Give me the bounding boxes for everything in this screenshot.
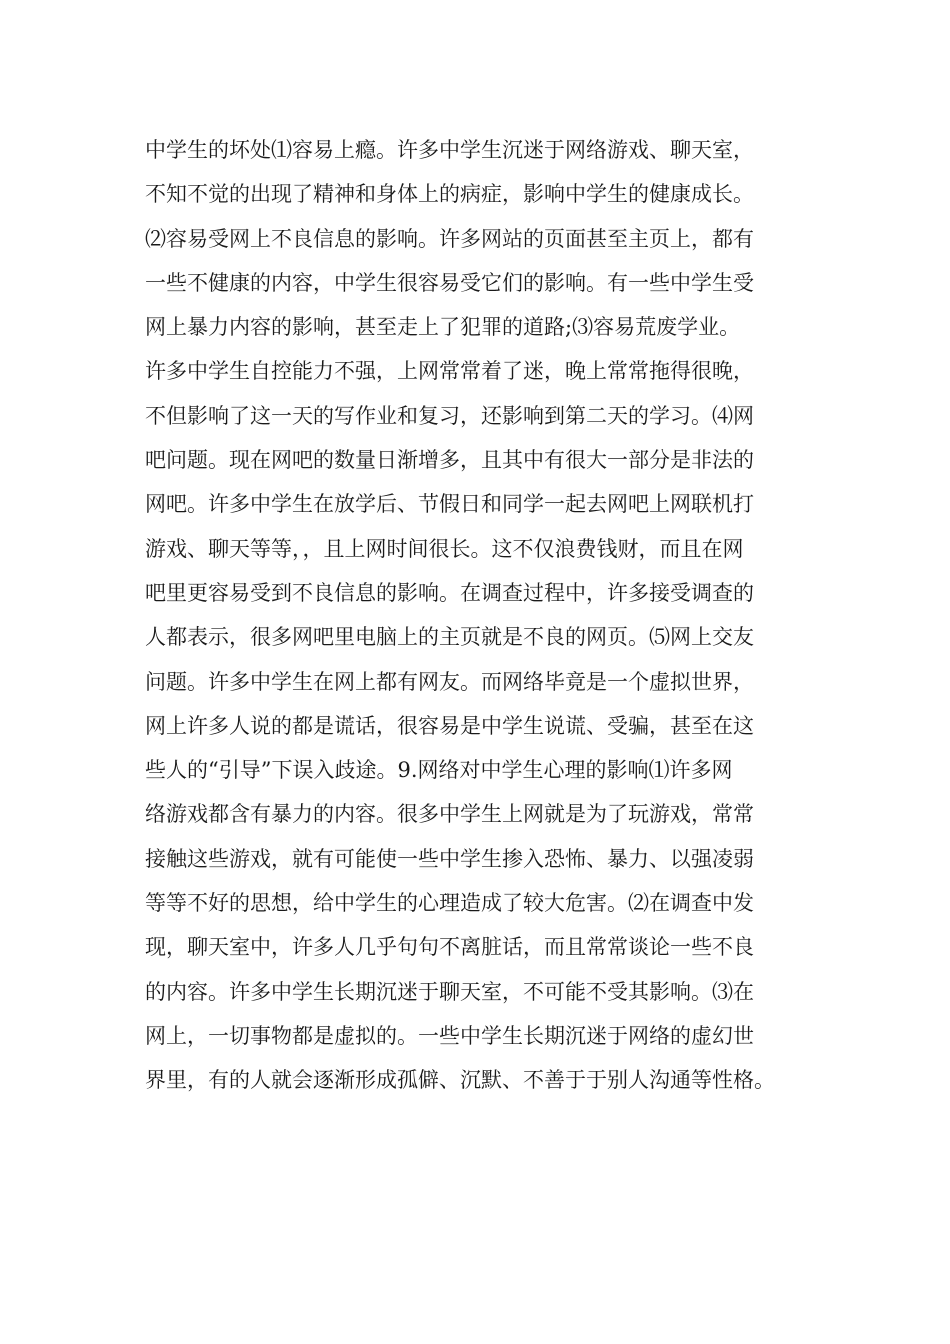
text-line: 接触这些游戏，就有可能使一些中学生掺入恐怖、暴力、以强凌弱 — [145, 846, 754, 871]
text-line: 界里，有的人就会逐渐形成孤僻、沉默、不善于于别人沟通等性格。 — [145, 1068, 775, 1093]
text-line: 网上许多人说的都是谎话，很容易是中学生说谎、受骗，甚至在这 — [145, 713, 754, 738]
text-line: 吧里更容易受到不良信息的影响。在调查过程中，许多接受调查的 — [145, 580, 754, 605]
text-line: 等等不好的思想，给中学生的心理造成了较大危害。⑵在调查中发 — [145, 891, 754, 916]
text-line: 网上暴力内容的影响，甚至走上了犯罪的道路;⑶容易荒废学业。 — [145, 315, 741, 340]
text-line: 人都表示，很多网吧里电脑上的主页就是不良的网页。⑸网上交友 — [145, 625, 754, 650]
text-line: 一些不健康的内容，中学生很容易受它们的影响。有一些中学生受 — [145, 270, 754, 295]
text-line: 不知不觉的出现了精神和身体上的病症，影响中学生的健康成长。 — [145, 182, 754, 207]
body-text — [145, 128, 845, 1103]
text-line: 的内容。许多中学生长期沉迷于聊天室，不可能不受其影响。⑶在 — [145, 979, 754, 1004]
text-line: 问题。许多中学生在网上都有网友。而网络毕竟是一个虚拟世界， — [145, 669, 754, 694]
text-line: 中学生的坏处⑴容易上瘾。许多中学生沉迷于网络游戏、聊天室， — [145, 138, 754, 162]
text-line: 现，聊天室中，许多人几乎句句不离脏话，而且常常谈论一些不良 — [145, 935, 754, 960]
text-line: 游戏、聊天等等，，且上网时间很长。这不仅浪费钱财，而且在网 — [145, 536, 744, 561]
text-line: 网上，一切事物都是虚拟的。一些中学生长期沉迷于网络的虚幻世 — [145, 1023, 754, 1048]
text-line: 网吧。许多中学生在放学后、节假日和同学一起去网吧上网联机打 — [145, 492, 754, 517]
text-line: ⑵容易受网上不良信息的影响。许多网站的页面甚至主页上，都有 — [145, 226, 754, 251]
text-line: 络游戏都含有暴力的内容。很多中学生上网就是为了玩游戏，常常 — [145, 802, 754, 827]
text-line: 许多中学生自控能力不强，上网常常着了迷，晚上常常拖得很晚， — [145, 359, 754, 384]
text-line: 不但影响了这一天的写作业和复习，还影响到第二天的学习。⑷网 — [145, 403, 754, 428]
text-line: 些人的“引导”下误入歧途。9.网络对中学生心理的影响⑴许多网 — [145, 758, 733, 783]
text-line: 吧问题。现在网吧的数量日渐增多，且其中有很大一部分是非法的 — [145, 448, 754, 473]
